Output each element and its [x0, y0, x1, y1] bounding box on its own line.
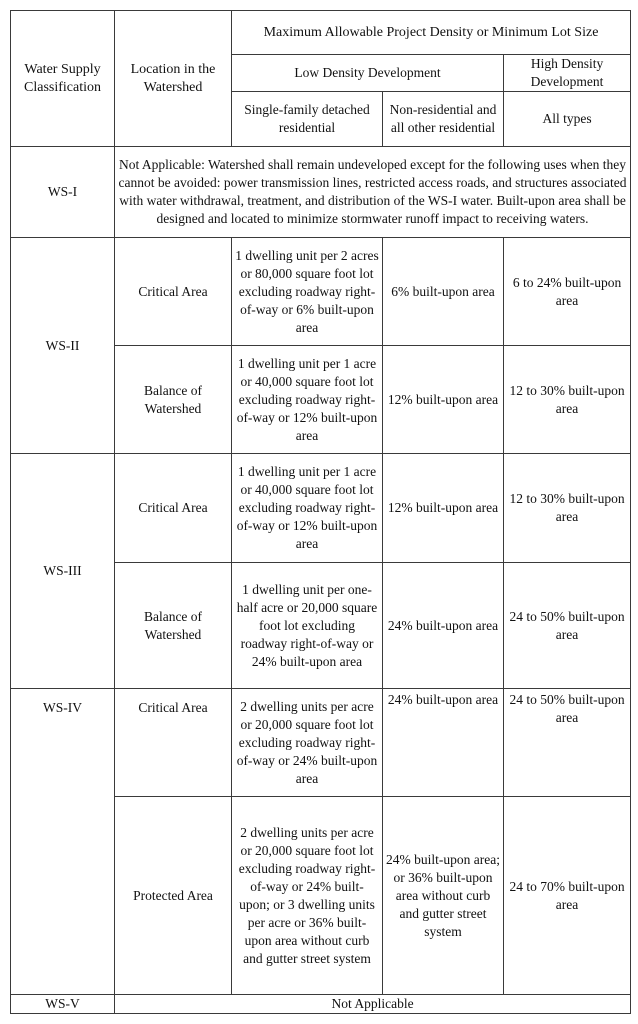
single-family-ws3-critical: 1 dwelling unit per 1 acre or 40,000 square foot lot excluding roadway right-of-way or 12% built-upon area [232, 454, 383, 563]
classification-ws5: WS-V [11, 995, 115, 1014]
location-ws4-protected: Protected Area [115, 797, 232, 995]
classification-ws2: WS-II [11, 238, 115, 454]
ws5-description: Not Applicable [115, 995, 631, 1014]
header-row-1 [11, 11, 631, 55]
classification-ws4: WS-IV [11, 689, 115, 995]
non-residential-ws3-critical: 12% built-upon area [383, 454, 504, 563]
table-row-ws1 [11, 147, 631, 238]
single-family-ws4-protected: 2 dwelling units per acre or 20,000 square foot lot excluding roadway right-of-way or 24% built-upon; or 3 dwelling units per acre or 36% built-upon area without curb and gutter street system [232, 797, 383, 995]
header-max-density: Maximum Allowable Project Density or Minimum Lot Size [232, 11, 631, 55]
high-density-ws4-critical: 24 to 50% built-upon area [504, 689, 631, 797]
non-residential-ws4-protected: 24% built-upon area; or 36% built-upon area without curb and gutter street system [383, 797, 504, 995]
single-family-ws3-balance: 1 dwelling unit per one-half acre or 20,000 square foot lot excluding roadway right-of-way or 24% built-upon area [232, 563, 383, 689]
header-location: Location in the Watershed [115, 11, 232, 147]
high-density-ws4-protected: 24 to 70% built-upon area [504, 797, 631, 995]
single-family-ws2-critical: 1 dwelling unit per 2 acres or 80,000 square foot lot excluding roadway right-of-way or 6% built-upon area [232, 238, 383, 346]
location-ws2-balance: Balance of Watershed [115, 346, 232, 454]
non-residential-ws2-critical: 6% built-upon area [383, 238, 504, 346]
single-family-ws2-balance: 1 dwelling unit per 1 acre or 40,000 square foot lot excluding roadway right-of-way or 12% built-upon area [232, 346, 383, 454]
high-density-ws2-balance: 12 to 30% built-upon area [504, 346, 631, 454]
high-density-ws3-balance: 24 to 50% built-upon area [504, 563, 631, 689]
header-classification: Water Supply Classification [11, 11, 115, 147]
header-high-density: High Density Development [504, 55, 631, 92]
location-ws2-critical: Critical Area [115, 238, 232, 346]
non-residential-ws3-balance: 24% built-upon area [383, 563, 504, 689]
header-single-family: Single-family detached residential [232, 92, 383, 147]
location-ws4-critical: Critical Area [115, 689, 232, 797]
ws1-description: Not Applicable: Watershed shall remain undeveloped except for the following uses when they cannot be avoided: power transmission lines, restricted access roads, and structures associated with water withdrawal, treatment, and distribution of the WS-I water. Built-upon area shall be designed and located to minimize stormwater runoff impact to receiving waters. [115, 147, 631, 238]
header-low-density: Low Density Development [232, 55, 504, 92]
table-row-ws2-critical [11, 238, 631, 346]
high-density-ws2-critical: 6 to 24% built-upon area [504, 238, 631, 346]
location-ws3-critical: Critical Area [115, 454, 232, 563]
header-non-residential: Non-residential and all other residential [383, 92, 504, 147]
table-row-ws5 [11, 995, 631, 1014]
classification-ws1: WS-I [11, 147, 115, 238]
single-family-ws4-critical: 2 dwelling units per acre or 20,000 square foot lot excluding roadway right-of-way or 24% built-upon area [232, 689, 383, 797]
classification-ws3: WS-III [11, 454, 115, 689]
high-density-ws3-critical: 12 to 30% built-upon area [504, 454, 631, 563]
table-row-ws3-critical [11, 454, 631, 563]
location-ws3-balance: Balance of Watershed [115, 563, 232, 689]
table-row-ws4-critical [11, 689, 631, 797]
non-residential-ws4-critical: 24% built-upon area [383, 689, 504, 797]
watershed-density-table [10, 10, 631, 1014]
header-all-types: All types [504, 92, 631, 147]
non-residential-ws2-balance: 12% built-upon area [383, 346, 504, 454]
